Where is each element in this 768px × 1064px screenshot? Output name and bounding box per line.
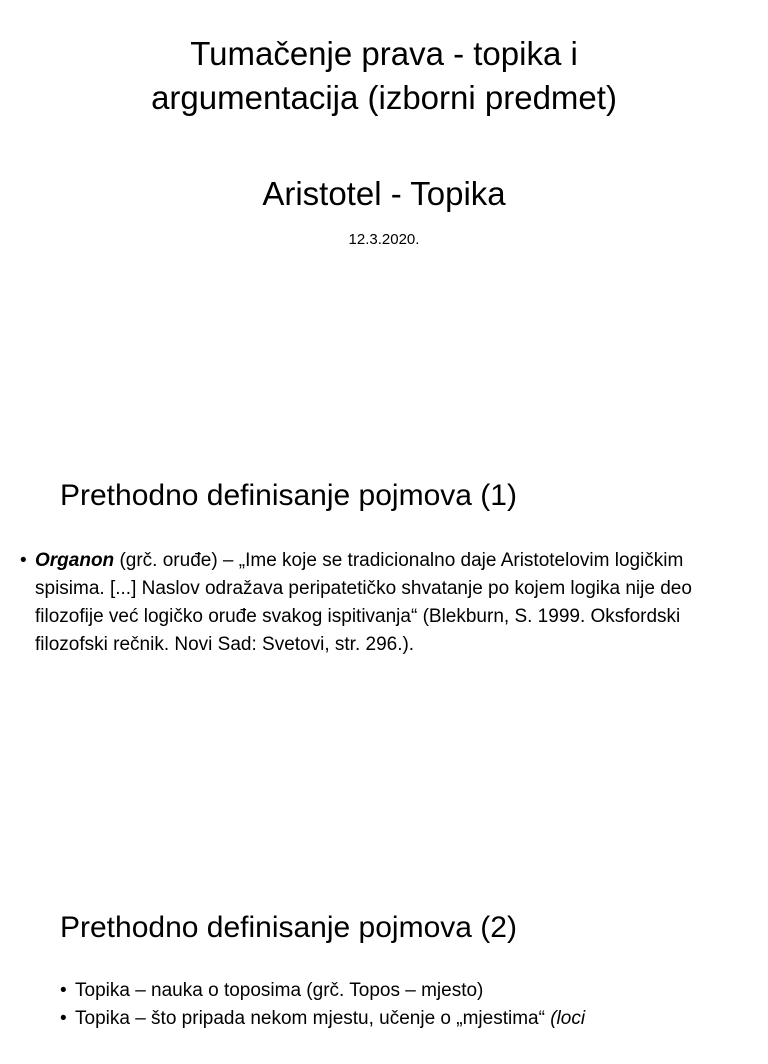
bullet-text: (grč. oruđe) – „Ime koje se tradicionalno daje Aristotelovim logičkim spisima. [...] Naslov odražava peripatetičko shvatanje po kojem logika nije deo filozofije već logičko oruđe svakog ispitivanja“ (Blekburn, S. 1999. Oksfordski filozofski rečnik. Novi Sad: Svetovi, str. 296.).: [35, 550, 692, 655]
bullet-list: [60, 977, 738, 1033]
slide-date: 12.3.2020.: [348, 231, 420, 248]
slide-definitions-2: [0, 864, 768, 1064]
slide-subtitle: Aristotel - Topika: [262, 175, 506, 212]
slide-heading: Prethodno definisanje pojmova (2): [60, 911, 517, 944]
slide-main-title: [40, 32, 728, 120]
bullet-italic-text: (loci: [550, 1008, 586, 1029]
bullet-list: [20, 547, 744, 659]
title-line-2: argumentacija (izborni predmet): [151, 79, 617, 116]
term-organon: Organon: [35, 550, 115, 571]
bullet-text: Topika – što pripada nekom mjestu, učenje o „mjestima“: [75, 1008, 551, 1029]
title-line-1: Tumačenje prava - topika i: [190, 35, 578, 72]
slide-title: [0, 0, 768, 432]
bullet-item: [20, 547, 744, 659]
bullet-item: [60, 1005, 738, 1033]
slide-definitions-1: [0, 432, 768, 864]
slide-heading: Prethodno definisanje pojmova (1): [60, 479, 517, 512]
bullet-item: • Topika – nauka o toposima (grč. Topos – mjesto): [60, 977, 738, 1005]
